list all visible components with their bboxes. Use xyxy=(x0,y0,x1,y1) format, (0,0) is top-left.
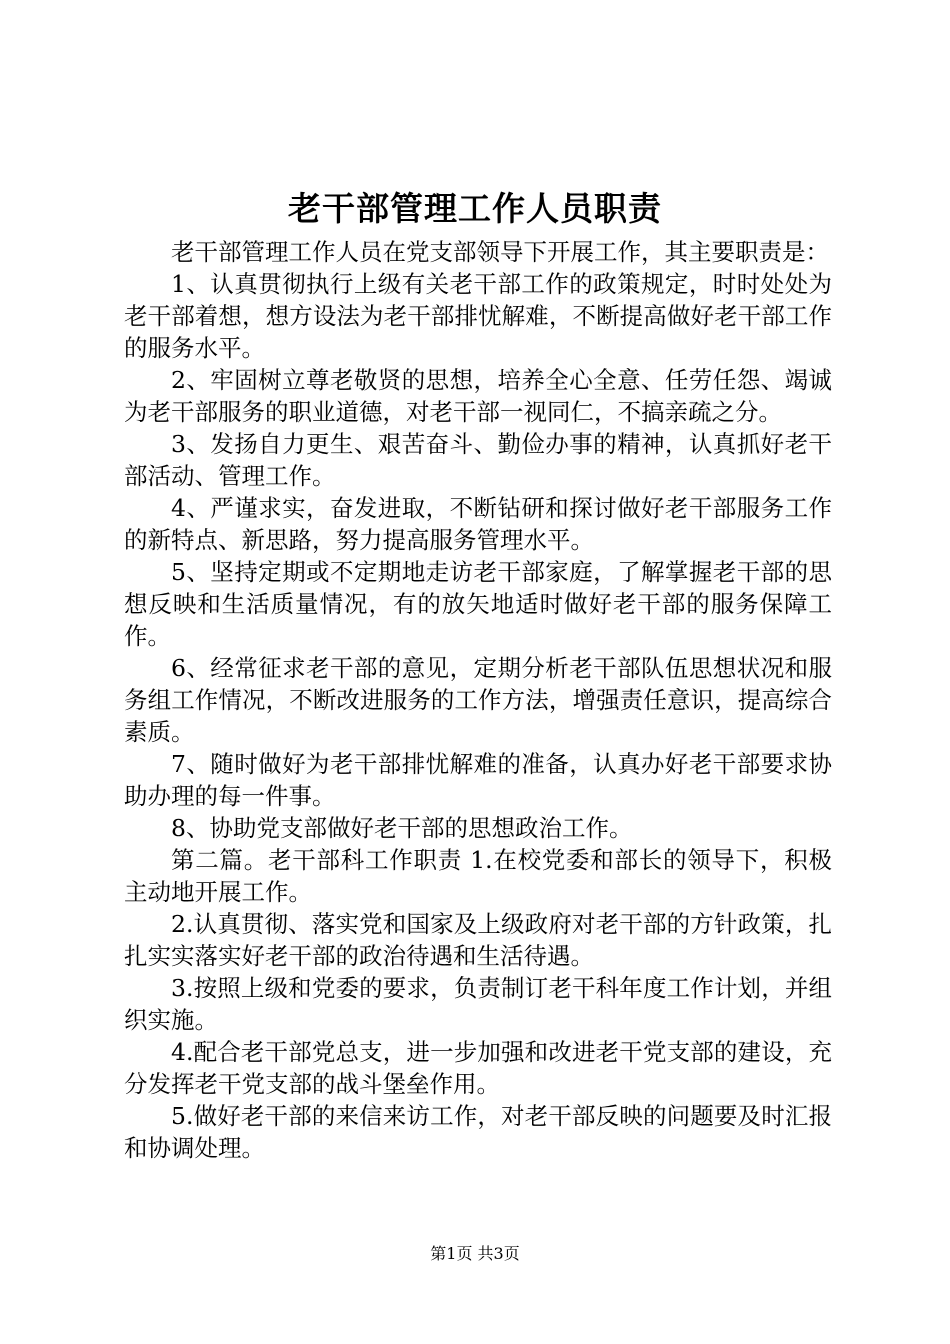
paragraph-item-2: 2、牢固树立尊老敬贤的思想，培养全心全意、任劳任怨、竭诚为老干部服务的职业道德，对老干部一视同仁，不搞亲疏之分。 xyxy=(124,366,832,426)
paragraph-item-7: 7、随时做好为老干部排忧解难的准备，认真办好老干部要求协助办理的每一件事。 xyxy=(124,750,832,810)
page-number-footer: 第1页 共3页 xyxy=(430,1244,520,1263)
paragraph-section-2-item-3: 3.按照上级和党委的要求，负责制订老干科年度工作计划，并组织实施。 xyxy=(124,974,832,1034)
paragraph-item-5: 5、坚持定期或不定期地走访老干部家庭，了解掌握老干部的思想反映和生活质量情况，有的放矢地适时做好老干部的服务保障工作。 xyxy=(124,558,832,650)
document-title: 老干部管理工作人员职责 xyxy=(288,189,662,228)
paragraph-item-6: 6、经常征求老干部的意见，定期分析老干部队伍思想状况和服务组工作情况，不断改进服务的工作方法，增强责任意识，提高综合素质。 xyxy=(124,654,832,746)
paragraph-item-4: 4、严谨求实，奋发进取，不断钻研和探讨做好老干部服务工作的新特点、新思路，努力提高服务管理水平。 xyxy=(124,494,832,554)
paragraph-item-3: 3、发扬自力更生、艰苦奋斗、勤俭办事的精神，认真抓好老干部活动、管理工作。 xyxy=(124,430,832,490)
paragraph-section-2-item-1: 第二篇。老干部科工作职责 1.在校党委和部长的领导下，积极主动地开展工作。 xyxy=(124,846,832,906)
paragraph-intro: 老干部管理工作人员在党支部领导下开展工作，其主要职责是： xyxy=(171,238,829,266)
paragraph-section-2-item-4: 4.配合老干部党总支，进一步加强和改进老干党支部的建设，充分发挥老干党支部的战斗堡垒作用。 xyxy=(124,1038,832,1098)
paragraph-section-2-item-2: 2.认真贯彻、落实党和国家及上级政府对老干部的方针政策，扎扎实实落实好老干部的政治待遇和生活待遇。 xyxy=(124,910,832,970)
paragraph-section-2-item-5: 5.做好老干部的来信来访工作，对老干部反映的问题要及时汇报和协调处理。 xyxy=(124,1102,832,1162)
paragraph-item-8: 8、协助党支部做好老干部的思想政治工作。 xyxy=(171,814,633,842)
paragraph-item-1: 1、认真贯彻执行上级有关老干部工作的政策规定，时时处处为老干部着想，想方设法为老干部排忧解难，不断提高做好老干部工作的服务水平。 xyxy=(124,270,832,362)
document-body xyxy=(124,236,832,1164)
